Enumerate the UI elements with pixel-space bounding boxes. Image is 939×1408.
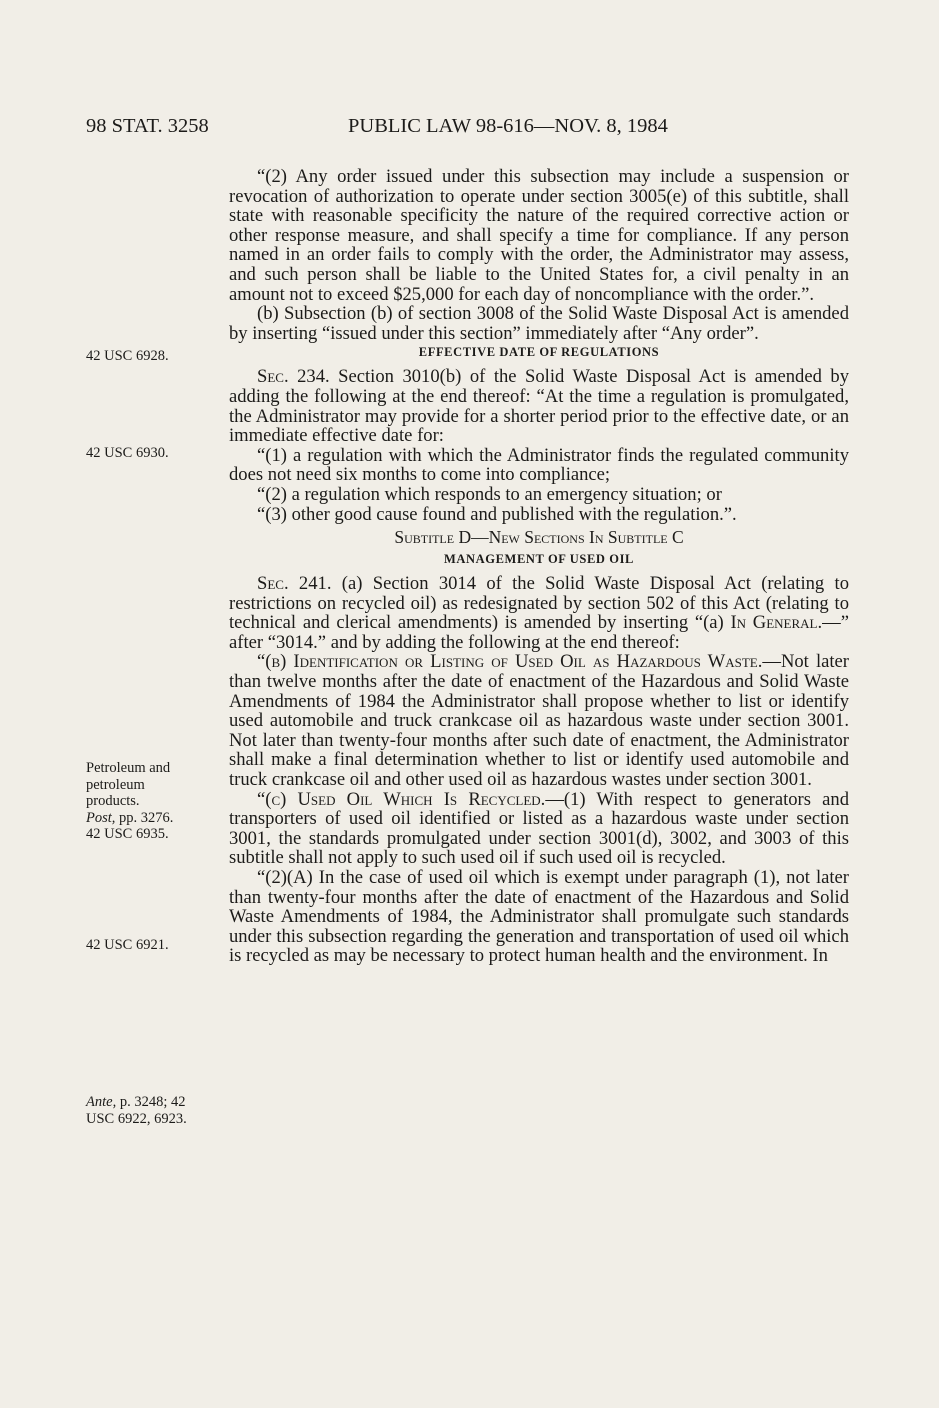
section-241 <box>229 574 849 652</box>
subsection-c-recycled <box>229 790 849 868</box>
subsection-c2: “(2)(A) In the case of used oil which is exempt under paragraph (1), not later than twenty-four months after the date of enactment of the Hazardous and Solid Waste Amendments of 1984, the Administrator shall promulgate such standards under this subsection regarding the generation and transportation of used oil which is recycled as may be necessary to protect human health and the environment. In <box>229 867 849 967</box>
margin-note-line: products. <box>86 793 140 809</box>
post-pages: pp. 3276. <box>115 809 174 826</box>
sec-241-text-b: —” after “3014.” and by adding the following at the end thereof: <box>229 612 849 653</box>
margin-note-post-ref <box>86 810 216 827</box>
paragraph-subsection-b: (b) Subsection (b) of section 3008 of the Solid Waste Disposal Act is amended by inserting “issued under this section” immediately after “Any order”. <box>229 303 849 344</box>
sec-label: Sec. <box>257 366 289 388</box>
paragraph-order-provision: “(2) Any order issued under this subsection may include a suspension or revocation of authorization to operate under section 3005(e) of this subtitle, shall state with reasonable specificity the nature of the required corrective action or other response measure, and shall specify a time for compliance. If any person named in an order fails to comply with the order, the Administrator may assess, and such person shall be liable to the United States for, a civil penalty in an amount not to exceed $25,000 for each day of noncompliance with the order.”. <box>229 166 849 305</box>
margin-note-usc-6928: 42 USC 6928. <box>86 348 169 364</box>
heading-effective-date: EFFECTIVE DATE OF REGULATIONS <box>418 345 660 360</box>
item-3: “(3) other good cause found and published with the regulation.”. <box>257 503 737 525</box>
subsection-b-used-oil <box>229 652 849 789</box>
margin-note-ante-ref <box>86 1094 216 1111</box>
margin-note-line: USC 6922, 6923. <box>86 1110 187 1127</box>
margin-note-usc-6921: 42 USC 6921. <box>86 937 169 953</box>
post-label: Post, <box>86 809 116 826</box>
statute-reference: 98 STAT. 3258 <box>86 115 209 137</box>
margin-note-line: 42 USC 6935. <box>86 826 169 842</box>
ante-pages: p. 3248; 42 <box>116 1094 186 1110</box>
sec-label: Sec. <box>257 573 289 595</box>
sec-241-text-a: 241. (a) Section 3014 of the Solid Waste Disposal Act (relating to restrictions on recycled oil) as redesignated by section 502 of this Act (relating to technical and clerical amendments) is amended by inserting “(a) <box>229 573 849 634</box>
body-text <box>229 167 849 966</box>
subtitle-d-heading: Subtitle D—New Sections In Subtitle C <box>394 527 684 548</box>
law-title: PUBLIC LAW 98-616—NOV. 8, 1984 <box>348 115 668 137</box>
margin-note-line: petroleum <box>86 776 145 793</box>
margin-note-usc-6930: 42 USC 6930. <box>86 445 169 461</box>
item-2: “(2) a regulation which responds to an emergency situation; or <box>257 483 722 505</box>
margin-note-line: Petroleum and <box>86 760 171 776</box>
page-header <box>86 115 846 147</box>
item-1-text: “(1) a regulation with which the Administrator finds the regulated community does not need six months to come into compliance; <box>229 444 849 486</box>
margin-note-petroleum <box>86 760 216 843</box>
section-234 <box>229 367 849 445</box>
subsection-b-heading: “(b) Identification or Listing of Used Oil as Hazardous Waste. <box>257 651 763 673</box>
item-1 <box>229 446 849 485</box>
margin-note-ante <box>86 1094 216 1127</box>
ante-label: Ante, <box>86 1094 117 1110</box>
subsection-c-text: —(1) With respect to generators and transporters of used oil identified or listed as a hazardous waste under section 3001, the standards promulgated under section 3001(d), 3002, and 3003 of this subtitle shall not apply to such used oil if such used oil is recycled. <box>229 788 849 869</box>
heading-used-oil: MANAGEMENT OF USED OIL <box>444 552 634 567</box>
sec-234-text: 234. Section 3010(b) of the Solid Waste Disposal Act is amended by adding the following at the end thereof: “At the time a regulation is promulgated, the Administrator may provide for a shorter period prior to the effective date, or an immediate effective date for: <box>229 366 849 447</box>
in-general-label: In General. <box>730 612 823 634</box>
subsection-c-heading: “(c) Used Oil Which Is Recycled. <box>257 788 546 810</box>
subsection-b-text: —Not later than twelve months after the date of enactment of the Hazardous and Solid Waste Amendments of 1984 the Administrator shall propose whether to list or identify used automobile and truck crankcase oil as hazardous waste under section 3001. Not later than twenty-four months after such date of enactment, the Administrator shall make a final determination whether to list or identify used automobile and truck crankcase oil and other used oil as hazardous wastes under section 3001. <box>229 651 849 791</box>
